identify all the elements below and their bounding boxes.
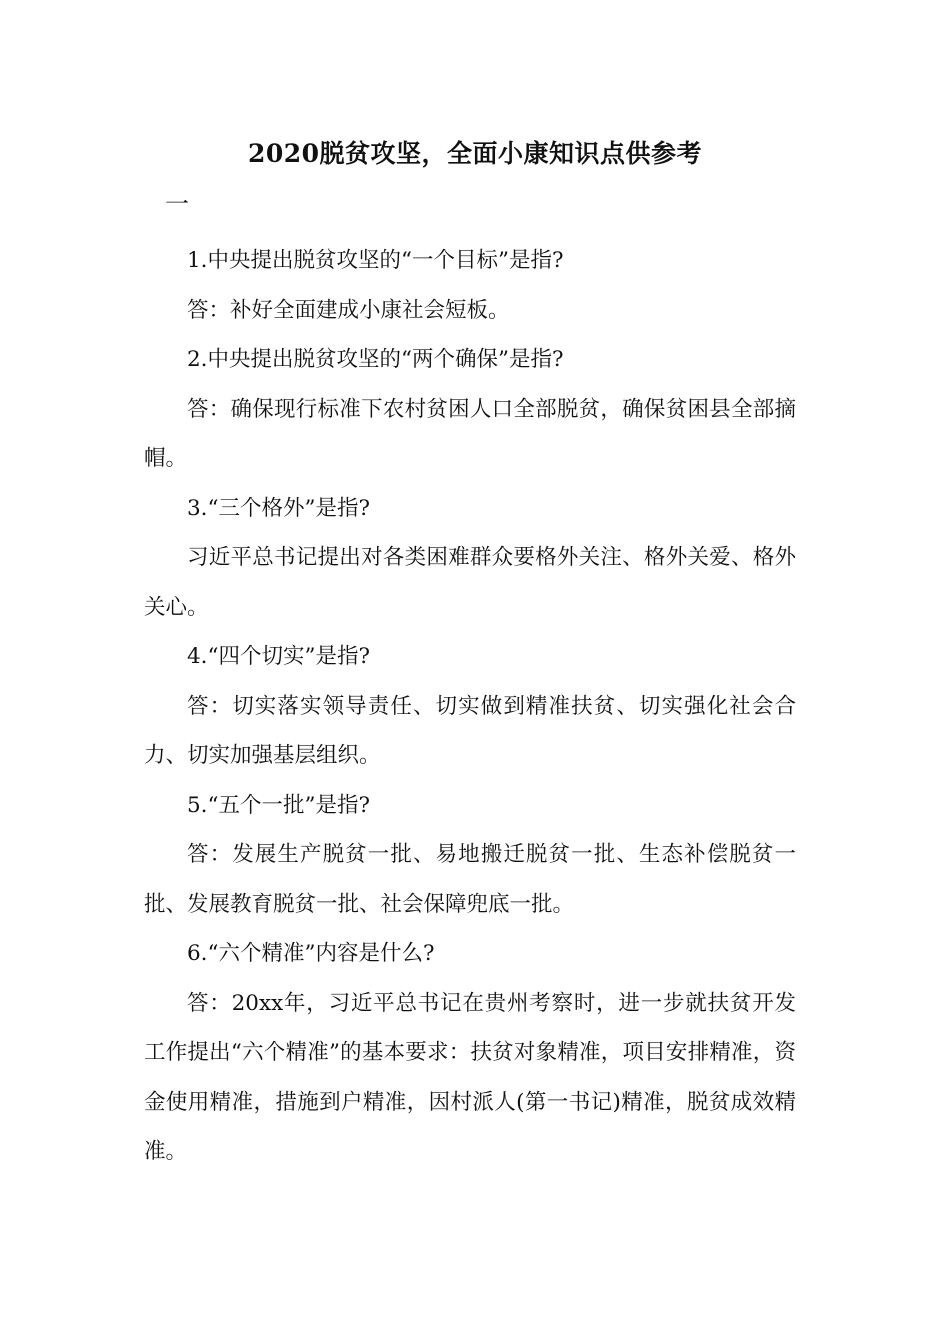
question-3: 3.“三个格外”是指? (187, 495, 371, 521)
document-body (144, 236, 796, 1177)
question-4: 4.“四个切实”是指? (187, 644, 371, 669)
question-2: 2.中央提出脱贫攻坚的“两个确保”是指? (187, 347, 564, 372)
answer-4: 答：切实落实领导责任、切实做到精准扶贫、切实强化社会合力、切实加强基层组织。 (144, 693, 796, 768)
answer-2: 答：确保现行标准下农村贫困人口全部脱贫，确保贫困县全部摘帽。 (144, 396, 796, 471)
question-6: 6.“六个精准”内容是什么? (187, 941, 435, 966)
question-1: 1.中央提出脱贫攻坚的“一个目标”是指? (187, 248, 564, 273)
answer-1: 答：补好全面建成小康社会短板。 (187, 297, 510, 323)
section-number: 一 (165, 190, 189, 218)
answer-3: 习近平总书记提出对各类困难群众要格外关注、格外关爱、格外关心。 (144, 545, 796, 620)
question-5: 5.“五个一批”是指? (187, 792, 371, 818)
answer-5: 答：发展生产脱贫一批、易地搬迁脱贫一批、生态补偿脱贫一批、发展教育脱贫一批、社会保障兜底一批。 (144, 842, 796, 917)
answer-6: 答：20xx年，习近平总书记在贵州考察时，进一步就扶贫开发工作提出“六个精准”的基本要求：扶贫对象精准，项目安排精准，资金使用精准，措施到户精准，因村派人(第一书记)精准，脱贫成效精准。 (144, 990, 796, 1164)
document-title: 2020脱贫攻坚，全面小康知识点供参考 (247, 139, 703, 168)
